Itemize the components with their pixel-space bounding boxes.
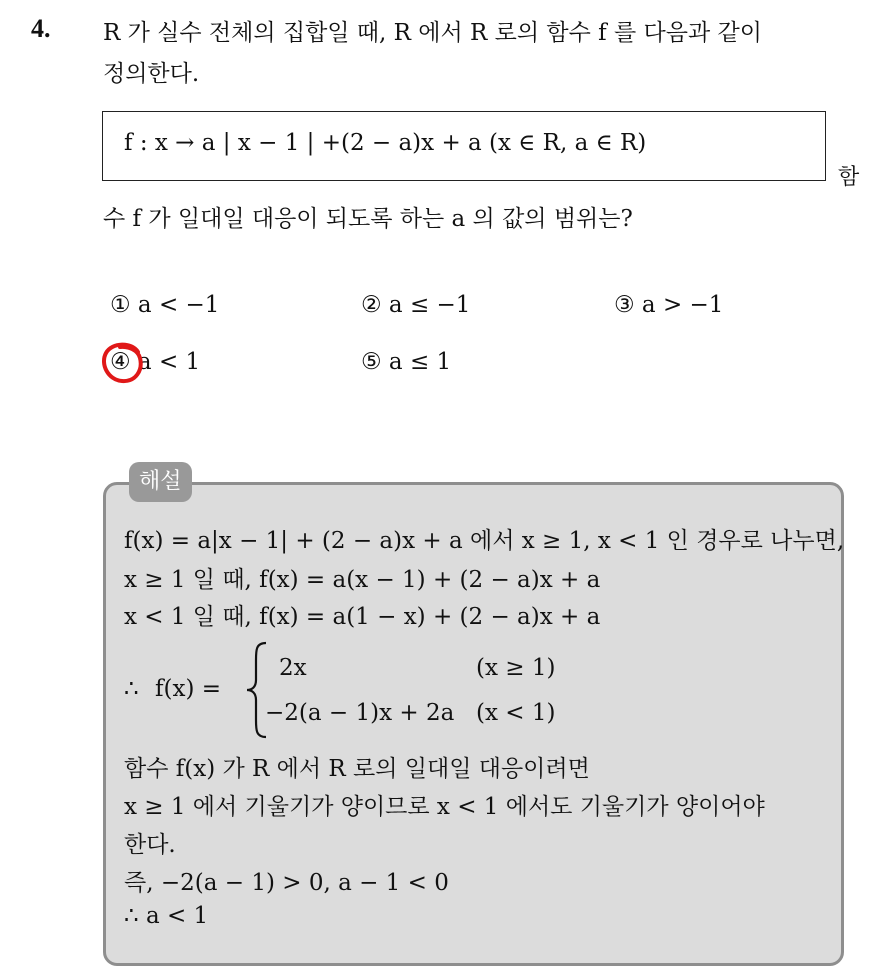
function-definition: f : x → a | x − 1 | +(2 − a)x + a (x ∈ R, a ∈ R) bbox=[124, 130, 647, 156]
solution-tab: 해설 bbox=[129, 462, 192, 502]
piecewise-case1-cond: (x ≥ 1) bbox=[476, 655, 556, 681]
solution-line3: x < 1 일 때, f(x) = a(1 − x) + (2 − a)x + a bbox=[124, 604, 601, 630]
piecewise-case2-expr: −2(a − 1)x + 2a bbox=[265, 700, 455, 726]
solution-line2: x ≥ 1 일 때, f(x) = a(x − 1) + (2 − a)x + a bbox=[124, 567, 601, 593]
question-text-line1: R 가 실수 전체의 집합일 때, R 에서 R 로의 함수 f 를 다음과 같이 bbox=[103, 20, 762, 46]
solution-line4: 함수 f(x) 가 R 에서 R 로의 일대일 대응이려면 bbox=[124, 756, 590, 782]
piecewise-case2-cond: (x < 1) bbox=[476, 700, 556, 726]
question-text-line2: 정의한다. bbox=[103, 61, 200, 87]
choice-2[interactable]: ② a ≤ −1 bbox=[361, 292, 471, 318]
solution-line6: 한다. bbox=[124, 832, 176, 858]
question-text-suffix: 함 bbox=[838, 165, 860, 190]
piecewise-lhs: f(x) = bbox=[155, 676, 222, 702]
solution-line8: ∴ a < 1 bbox=[124, 903, 209, 929]
choice-4[interactable]: ④ a < 1 bbox=[110, 349, 201, 375]
question-number: 4. bbox=[31, 14, 51, 43]
choice-1[interactable]: ① a < −1 bbox=[110, 292, 220, 318]
piecewise-case1-expr: 2x bbox=[279, 655, 307, 681]
therefore-symbol: ∴ bbox=[124, 676, 139, 702]
solution-line7: 즉, −2(a − 1) > 0, a − 1 < 0 bbox=[124, 870, 449, 896]
choice-3[interactable]: ③ a > −1 bbox=[614, 292, 724, 318]
solution-line1: f(x) = a|x − 1| + (2 − a)x + a 에서 x ≥ 1, x < 1 인 경우로 나누면, bbox=[124, 528, 845, 554]
answer-circle-mark bbox=[98, 338, 146, 386]
choice-5[interactable]: ⑤ a ≤ 1 bbox=[361, 349, 452, 375]
question-text-line3: 수 f 가 일대일 대응이 되도록 하는 a 의 값의 범위는? bbox=[103, 206, 633, 232]
solution-line5: x ≥ 1 에서 기울기가 양이므로 x < 1 에서도 기울기가 양이어야 bbox=[124, 794, 765, 820]
